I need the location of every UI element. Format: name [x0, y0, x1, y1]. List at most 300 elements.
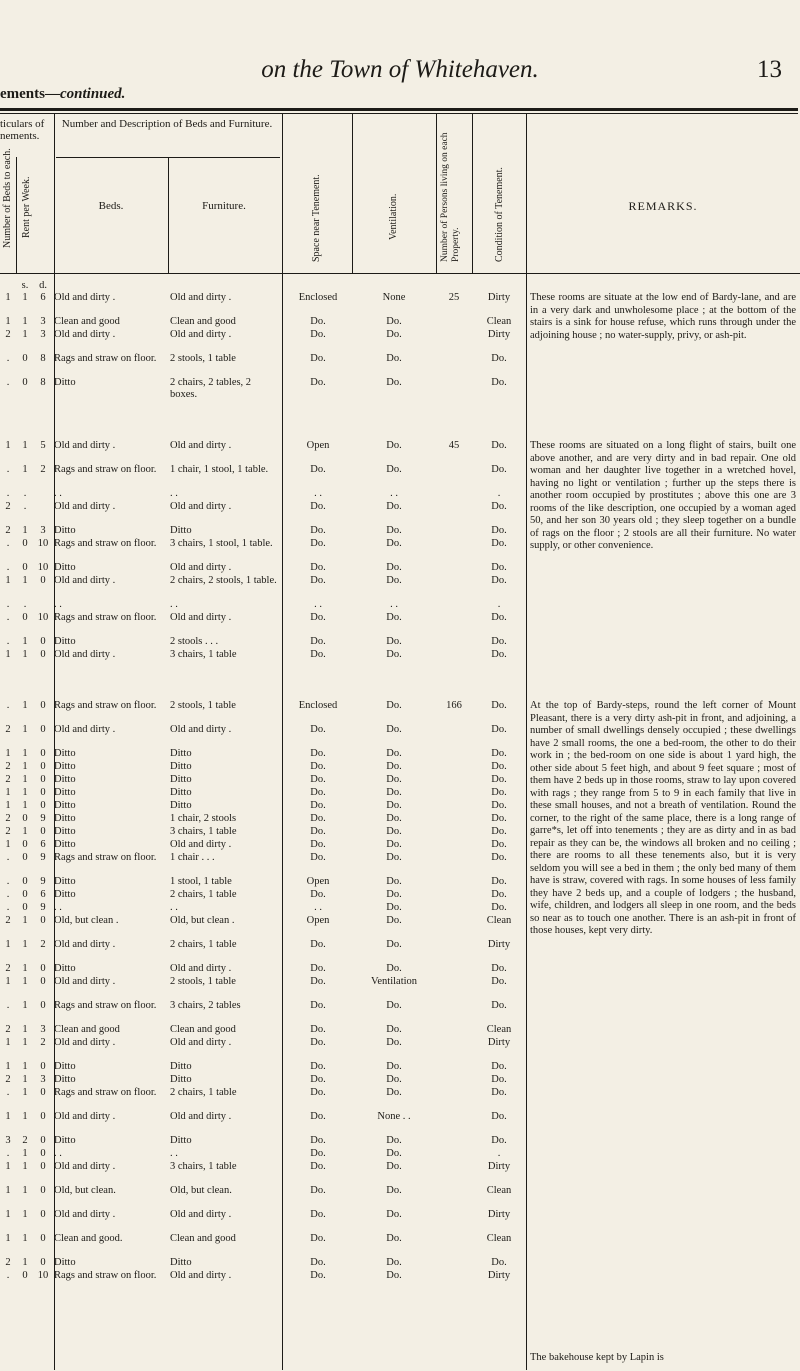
- rent-pence-cell: 6: [40, 292, 46, 303]
- condition-cell: Do.: [491, 800, 507, 811]
- running-title: on the Town of Whitehaven.: [261, 56, 539, 83]
- ventilation-cell: Do.: [386, 316, 402, 327]
- furniture-cell: Old and dirty .: [170, 329, 232, 340]
- rent-pence-cell: 0: [40, 1185, 46, 1196]
- beds-description-cell: Ditto: [54, 525, 76, 536]
- ventilation-cell: Do.: [386, 612, 402, 623]
- ventilation-cell: Do.: [386, 575, 402, 586]
- beds-description-cell: Ditto: [54, 800, 76, 811]
- remarks-paragraph: At the top of Bardy-steps, round the left corner of Mount Pleasant, there is a very dirty ash-pit in front, and adjoining, a number of small dwellings densely occupied ; these dwellings have 2 small rooms, the one a bed-room, the other to do their work in ; the bed-room on one side is about 1 yard high, the other side about 5 feet high, and about 9 feet square ; most of them have 2 beds up in those rooms, straw to lay upon covered with rags ; they range from 5 to 9 in each family that live in these small houses, and not a breath of ventilation. Round the corner, to the right of the same place, there is a long range of garre*s, let off into tenements ; they are as dirty and in as bad repair as they can be, the windows all broken and no ceiling ; there are rooms to all these tenements also, but it is very seldom you will see a bed in them ; the only bed many of them have is straw, covered with rags. In some houses of less family they have 2 beds up, and a couple of lodgers ; the husband, wife, children, and lodgers all sleep in one room, and the beds so near as to touch one another. There is an ash-pit in front of those houses, kept very dirty.: [530, 700, 796, 936]
- furniture-cell: Old and dirty .: [170, 612, 232, 623]
- ventilation-cell: Do.: [386, 525, 402, 536]
- rent-shillings-cell: 1: [22, 1148, 28, 1159]
- ventilation-cell: Do.: [386, 1148, 402, 1159]
- space-cell: Do.: [310, 329, 326, 340]
- beds-count-cell: .: [6, 599, 10, 610]
- beds-count-cell: .: [6, 889, 10, 900]
- ventilation-cell: Ventilation: [370, 976, 418, 987]
- space-cell: Do.: [310, 787, 326, 798]
- condition-cell: Do.: [491, 852, 507, 863]
- furniture-cell: 3 chairs, 1 stool, 1 table.: [170, 538, 273, 549]
- beds-description-cell: Clean and good: [54, 1024, 120, 1035]
- furniture-cell: Old and dirty .: [170, 963, 232, 974]
- ventilation-cell: Do.: [386, 329, 402, 340]
- ventilation-cell: Do.: [386, 1074, 402, 1085]
- rent-shillings-cell: 1: [22, 525, 28, 536]
- ventilation-cell: Do.: [386, 440, 402, 451]
- ventilation-cell: Do.: [386, 700, 402, 711]
- ventilation-cell: Do.: [386, 538, 402, 549]
- ventilation-cell: Do.: [386, 1185, 402, 1196]
- rent-shillings-cell: 1: [22, 316, 28, 327]
- beds-count-cell: 2: [5, 774, 11, 785]
- rent-pence-cell: 0: [40, 976, 46, 987]
- rent-shillings-cell: 1: [22, 464, 28, 475]
- condition-cell: Do.: [491, 464, 507, 475]
- rule-beds-furniture: [168, 157, 169, 273]
- header-beds: Beds.: [98, 200, 124, 212]
- space-cell: Do.: [310, 800, 326, 811]
- beds-count-cell: 1: [5, 1037, 11, 1048]
- condition-cell: .: [497, 599, 501, 610]
- rent-pence-cell: 3: [40, 525, 46, 536]
- rent-shillings-cell: 1: [22, 1000, 28, 1011]
- ventilation-cell: . .: [390, 488, 398, 499]
- rent-pence-cell: 0: [40, 1087, 46, 1098]
- rent-pence-cell: 0: [40, 700, 46, 711]
- ventilation-cell: Do.: [386, 889, 402, 900]
- space-cell: Do.: [310, 538, 326, 549]
- furniture-cell: 2 stools, 1 table: [170, 353, 236, 364]
- space-cell: Do.: [310, 748, 326, 759]
- condition-cell: Do.: [491, 761, 507, 772]
- space-cell: Enclosed: [298, 700, 338, 711]
- ventilation-cell: Do.: [386, 748, 402, 759]
- rent-shillings-cell: 2: [22, 1135, 28, 1146]
- condition-cell: Do.: [491, 525, 507, 536]
- condition-cell: Do.: [491, 1074, 507, 1085]
- rent-pence-cell: 0: [40, 1000, 46, 1011]
- beds-count-cell: 2: [5, 1024, 11, 1035]
- condition-cell: Do.: [491, 612, 507, 623]
- space-cell: Do.: [310, 1161, 326, 1172]
- condition-cell: Dirty: [487, 939, 511, 950]
- space-cell: Do.: [310, 1257, 326, 1268]
- rent-shillings-cell: 1: [22, 1037, 28, 1048]
- ventilation-cell: Do.: [386, 1257, 402, 1268]
- rent-pence-cell: 0: [40, 1061, 46, 1072]
- condition-cell: Do.: [491, 876, 507, 887]
- rent-shillings-cell: 1: [22, 292, 28, 303]
- rent-pence-cell: 0: [40, 1111, 46, 1122]
- beds-description-cell: Rags and straw on floor.: [54, 700, 157, 711]
- space-cell: Do.: [310, 612, 326, 623]
- condition-cell: Do.: [491, 538, 507, 549]
- beds-count-cell: 1: [5, 839, 11, 850]
- rule-after-furniture: [282, 114, 283, 1370]
- furniture-cell: 2 chairs, 2 stools, 1 table.: [170, 575, 277, 586]
- rent-shillings-cell: 1: [22, 963, 28, 974]
- rent-pence-cell: 8: [40, 377, 46, 388]
- furniture-cell: Old, but clean.: [170, 1185, 232, 1196]
- space-cell: Do.: [310, 353, 326, 364]
- beds-description-cell: Rags and straw on floor.: [54, 538, 157, 549]
- condition-cell: Do.: [491, 377, 507, 388]
- furniture-cell: 2 stools, 1 table: [170, 700, 236, 711]
- beds-description-cell: . .: [54, 599, 62, 610]
- space-cell: Do.: [310, 1209, 326, 1220]
- furniture-cell: Old and dirty .: [170, 1209, 232, 1220]
- beds-description-cell: Ditto: [54, 1135, 76, 1146]
- space-cell: Do.: [310, 1111, 326, 1122]
- beds-description-cell: Ditto: [54, 774, 76, 785]
- rent-shillings-cell: 1: [22, 976, 28, 987]
- rent-pence-cell: 8: [40, 353, 46, 364]
- ventilation-cell: Do.: [386, 1087, 402, 1098]
- furniture-cell: . .: [170, 902, 178, 913]
- condition-cell: Do.: [491, 963, 507, 974]
- condition-cell: Do.: [491, 787, 507, 798]
- top-rule-thin: [0, 113, 798, 114]
- condition-cell: Clean: [486, 316, 512, 327]
- condition-cell: Do.: [491, 636, 507, 647]
- condition-cell: Dirty: [487, 1037, 511, 1048]
- space-cell: Do.: [310, 1074, 326, 1085]
- space-cell: Do.: [310, 1037, 326, 1048]
- condition-cell: Do.: [491, 1111, 507, 1122]
- furniture-cell: 2 stools, 1 table: [170, 976, 236, 987]
- beds-count-cell: 2: [5, 813, 11, 824]
- beds-description-cell: Old and dirty .: [54, 724, 116, 735]
- space-cell: Do.: [310, 1087, 326, 1098]
- rent-pence-cell: 0: [40, 724, 46, 735]
- beds-description-cell: Ditto: [54, 377, 76, 388]
- beds-count-cell: .: [6, 1148, 10, 1159]
- condition-cell: Do.: [491, 1061, 507, 1072]
- beds-count-cell: 1: [5, 1233, 11, 1244]
- beds-description-cell: Rags and straw on floor.: [54, 1270, 157, 1281]
- furniture-cell: . .: [170, 599, 178, 610]
- condition-cell: Do.: [491, 813, 507, 824]
- furniture-cell: Old and dirty .: [170, 440, 232, 451]
- space-cell: Do.: [310, 377, 326, 388]
- beds-count-cell: 1: [5, 800, 11, 811]
- beds-description-cell: Ditto: [54, 636, 76, 647]
- furniture-cell: Old and dirty .: [170, 501, 232, 512]
- furniture-cell: 2 chairs, 2 tables, 2 boxes.: [170, 377, 252, 400]
- space-cell: . .: [314, 488, 322, 499]
- beds-description-cell: Rags and straw on floor.: [54, 464, 157, 475]
- condition-cell: Clean: [486, 915, 512, 926]
- beds-count-cell: .: [6, 464, 10, 475]
- rent-shillings-cell: 0: [22, 852, 28, 863]
- space-cell: Do.: [310, 636, 326, 647]
- condition-cell: Do.: [491, 826, 507, 837]
- beds-count-cell: 1: [5, 748, 11, 759]
- furniture-cell: Ditto: [170, 525, 192, 536]
- ventilation-cell: Do.: [386, 1233, 402, 1244]
- furniture-cell: Ditto: [170, 1257, 192, 1268]
- header-beds-furniture-group: Number and Description of Beds and Furniture.: [61, 118, 273, 130]
- beds-description-cell: Ditto: [54, 839, 76, 850]
- beds-description-cell: Old and dirty .: [54, 1037, 116, 1048]
- header-remarks: REMARKS.: [628, 199, 698, 213]
- rent-pence-cell: 2: [40, 1037, 46, 1048]
- condition-cell: Do.: [491, 748, 507, 759]
- header-ventilation: Ventilation.: [388, 193, 399, 240]
- header-particulars: ticulars of nements.: [0, 118, 45, 142]
- beds-description-cell: Old, but clean.: [54, 1185, 116, 1196]
- rent-shillings-cell: 1: [22, 329, 28, 340]
- furniture-cell: 2 chairs, 1 table: [170, 889, 237, 900]
- ventilation-cell: . .: [390, 599, 398, 610]
- ventilation-cell: Do.: [386, 562, 402, 573]
- beds-description-cell: Old and dirty .: [54, 329, 116, 340]
- furniture-cell: . .: [170, 488, 178, 499]
- furniture-cell: Clean and good: [170, 316, 236, 327]
- space-cell: Do.: [310, 464, 326, 475]
- header-number-beds: Number of Beds to each.: [2, 148, 13, 248]
- condition-cell: Do.: [491, 1087, 507, 1098]
- rent-shillings-cell: 0: [22, 377, 28, 388]
- rent-pence-cell: 9: [40, 902, 46, 913]
- rent-shillings-cell: 1: [22, 636, 28, 647]
- persons-cell: 166: [446, 700, 462, 711]
- condition-cell: Do.: [491, 440, 507, 451]
- rule-after-number: [16, 157, 17, 273]
- ventilation-cell: Do.: [386, 787, 402, 798]
- beds-description-cell: Clean and good: [54, 316, 120, 327]
- rent-pence-cell: 10: [37, 1270, 49, 1281]
- ventilation-cell: Do.: [386, 353, 402, 364]
- beds-count-cell: 1: [5, 976, 11, 987]
- persons-cell: 25: [448, 292, 460, 303]
- beds-description-cell: Old and dirty .: [54, 440, 116, 451]
- space-cell: Do.: [310, 1135, 326, 1146]
- space-cell: Open: [306, 440, 330, 451]
- furniture-cell: Clean and good: [170, 1233, 236, 1244]
- condition-cell: Do.: [491, 774, 507, 785]
- beds-description-cell: . .: [54, 488, 62, 499]
- ventilation-cell: Do.: [386, 852, 402, 863]
- ventilation-cell: Do.: [386, 902, 402, 913]
- condition-cell: Do.: [491, 353, 507, 364]
- space-cell: Enclosed: [298, 292, 338, 303]
- ventilation-cell: Do.: [386, 826, 402, 837]
- beds-count-cell: 2: [5, 963, 11, 974]
- furniture-cell: 3 chairs, 2 tables: [170, 1000, 241, 1011]
- rent-shillings-cell: 1: [22, 1111, 28, 1122]
- top-rule: [0, 108, 798, 111]
- beds-description-cell: Ditto: [54, 813, 76, 824]
- ventilation-cell: Do.: [386, 813, 402, 824]
- furniture-cell: Old, but clean .: [170, 915, 235, 926]
- header-furniture: Furniture.: [202, 200, 246, 212]
- rent-pence-cell: 0: [40, 1257, 46, 1268]
- remarks-paragraph: These rooms are situated on a long flight of stairs, built one above another, and are very dirty and in bad repair. One old woman and her daughter live together in a wretched hovel, having no light or ventilation ; further up the steps there is another room occupied by prostitutes ; above this one are 3 rooms of the like description, one occupied by a woman aged 50, and her son 30 years old ; they sleep together on a bundle of rags on the floor ; 2 stools are all their furniture. No water supply, or other convenience.: [530, 440, 796, 551]
- space-cell: Do.: [310, 525, 326, 536]
- rent-pence-cell: 0: [40, 575, 46, 586]
- beds-description-cell: . .: [54, 1148, 62, 1159]
- rent-shillings-cell: 0: [22, 889, 28, 900]
- space-cell: Do.: [310, 826, 326, 837]
- header-rent: Rent per Week.: [21, 176, 32, 238]
- condition-cell: Dirty: [487, 329, 511, 340]
- beds-description-cell: Ditto: [54, 761, 76, 772]
- beds-description-cell: Ditto: [54, 787, 76, 798]
- rent-pence-cell: 6: [40, 839, 46, 850]
- furniture-cell: Ditto: [170, 761, 192, 772]
- space-cell: Open: [306, 915, 330, 926]
- space-cell: . .: [314, 902, 322, 913]
- rent-pence-cell: 3: [40, 316, 46, 327]
- beds-description-cell: Old and dirty .: [54, 1209, 116, 1220]
- condition-cell: Dirty: [487, 1161, 511, 1172]
- rent-shillings-cell: 1: [22, 1074, 28, 1085]
- rent-shillings-cell: 1: [22, 1161, 28, 1172]
- beds-count-cell: 1: [5, 1111, 11, 1122]
- beds-description-cell: Ditto: [54, 1257, 76, 1268]
- space-cell: Do.: [310, 839, 326, 850]
- beds-count-cell: .: [6, 1087, 10, 1098]
- rent-shillings-cell: 1: [22, 1061, 28, 1072]
- beds-description-cell: Old and dirty .: [54, 976, 116, 987]
- furniture-cell: Old and dirty .: [170, 1270, 232, 1281]
- furniture-cell: 1 stool, 1 table: [170, 876, 232, 887]
- beds-count-cell: 1: [5, 649, 11, 660]
- rent-pence-cell: 3: [40, 1074, 46, 1085]
- space-cell: . .: [314, 599, 322, 610]
- beds-count-cell: 2: [5, 826, 11, 837]
- furniture-cell: Old and dirty .: [170, 1037, 232, 1048]
- beds-description-cell: Ditto: [54, 1074, 76, 1085]
- rent-shillings-cell: 0: [22, 1270, 28, 1281]
- space-cell: Do.: [310, 813, 326, 824]
- condition-cell: Do.: [491, 649, 507, 660]
- furniture-cell: Ditto: [170, 787, 192, 798]
- rent-shillings-cell: 1: [22, 826, 28, 837]
- beds-count-cell: 2: [5, 501, 11, 512]
- rent-shillings-cell: 1: [22, 649, 28, 660]
- beds-count-cell: .: [6, 852, 10, 863]
- furniture-cell: 3 chairs, 1 table: [170, 649, 237, 660]
- space-cell: Do.: [310, 649, 326, 660]
- ventilation-cell: Do.: [386, 1000, 402, 1011]
- condition-cell: Do.: [491, 889, 507, 900]
- furniture-cell: 2 stools . . .: [170, 636, 219, 647]
- beds-count-cell: .: [6, 700, 10, 711]
- rent-shillings-cell: 1: [22, 787, 28, 798]
- space-cell: Do.: [310, 316, 326, 327]
- rent-shillings-cell: 1: [22, 1233, 28, 1244]
- beds-count-cell: .: [6, 902, 10, 913]
- rent-pence-cell: 2: [40, 464, 46, 475]
- rent-pence-cell: 5: [40, 440, 46, 451]
- rent-shillings-cell: 0: [22, 902, 28, 913]
- rent-shillings-cell: 1: [22, 939, 28, 950]
- beds-description-cell: Old and dirty .: [54, 1111, 116, 1122]
- beds-description-cell: Rags and straw on floor.: [54, 353, 157, 364]
- rent-pence-cell: 3: [40, 329, 46, 340]
- space-cell: Do.: [310, 501, 326, 512]
- rent-shillings-cell: 0: [22, 876, 28, 887]
- rent-pence-cell: 9: [40, 813, 46, 824]
- beds-count-cell: 2: [5, 1074, 11, 1085]
- rent-shillings-cell: .: [23, 501, 27, 512]
- rent-shillings-cell: .: [23, 599, 27, 610]
- rent-shillings-cell: 1: [22, 761, 28, 772]
- ventilation-cell: Do.: [386, 839, 402, 850]
- beds-count-cell: .: [6, 538, 10, 549]
- rent-pence-cell: 0: [40, 649, 46, 660]
- ventilation-cell: Do.: [386, 761, 402, 772]
- ventilation-cell: Do.: [386, 876, 402, 887]
- furniture-cell: 3 chairs, 1 table: [170, 826, 237, 837]
- space-cell: Do.: [310, 774, 326, 785]
- rent-pence-cell: 0: [40, 800, 46, 811]
- beds-count-cell: 2: [5, 525, 11, 536]
- ventilation-cell: Do.: [386, 1061, 402, 1072]
- furniture-cell: Ditto: [170, 1135, 192, 1146]
- beds-count-cell: 1: [5, 1061, 11, 1072]
- beds-count-cell: .: [6, 612, 10, 623]
- ventilation-cell: Do.: [386, 377, 402, 388]
- ventilation-cell: None . .: [377, 1111, 411, 1122]
- beds-description-cell: Rags and straw on floor.: [54, 612, 157, 623]
- rent-shillings-cell: 1: [22, 724, 28, 735]
- rent-shillings-cell: 0: [22, 353, 28, 364]
- beds-description-cell: Old and dirty .: [54, 501, 116, 512]
- furniture-cell: Old and dirty .: [170, 1111, 232, 1122]
- condition-cell: .: [497, 1148, 501, 1159]
- furniture-cell: Old and dirty .: [170, 292, 232, 303]
- beds-count-cell: 2: [5, 329, 11, 340]
- rent-pence-cell: 0: [40, 787, 46, 798]
- rent-shillings-cell: 1: [22, 1185, 28, 1196]
- condition-cell: Clean: [486, 1233, 512, 1244]
- ventilation-cell: Do.: [386, 963, 402, 974]
- rent-pence-cell: 10: [37, 538, 49, 549]
- header-space: Space near Tenement.: [311, 174, 322, 262]
- rent-pence-cell: 0: [40, 1209, 46, 1220]
- beds-description-cell: Ditto: [54, 963, 76, 974]
- persons-cell: 45: [448, 440, 460, 451]
- beds-count-cell: .: [6, 1270, 10, 1281]
- beds-count-cell: 1: [5, 316, 11, 327]
- ventilation-cell: Do.: [386, 774, 402, 785]
- rent-shillings-cell: 1: [22, 774, 28, 785]
- furniture-cell: Old and dirty .: [170, 724, 232, 735]
- space-cell: Do.: [310, 1148, 326, 1159]
- condition-cell: .: [497, 488, 501, 499]
- space-cell: Do.: [310, 939, 326, 950]
- rent-shillings-cell: 1: [22, 1209, 28, 1220]
- rent-pence-cell: 9: [40, 852, 46, 863]
- beds-description-cell: Ditto: [54, 1061, 76, 1072]
- beds-description-cell: Ditto: [54, 826, 76, 837]
- beds-description-cell: Rags and straw on floor.: [54, 1000, 157, 1011]
- rent-pence-cell: 0: [40, 963, 46, 974]
- furniture-cell: Ditto: [170, 1074, 192, 1085]
- beds-description-cell: Old and dirty .: [54, 292, 116, 303]
- furniture-cell: Old and dirty .: [170, 562, 232, 573]
- rent-shillings-cell: 1: [22, 1024, 28, 1035]
- remarks-tail: The bakehouse kept by Lapin is: [530, 1352, 664, 1363]
- furniture-cell: . .: [170, 1148, 178, 1159]
- rent-shillings-cell: 1: [22, 1087, 28, 1098]
- ventilation-cell: Do.: [386, 1270, 402, 1281]
- beds-description-cell: Old and dirty .: [54, 575, 116, 586]
